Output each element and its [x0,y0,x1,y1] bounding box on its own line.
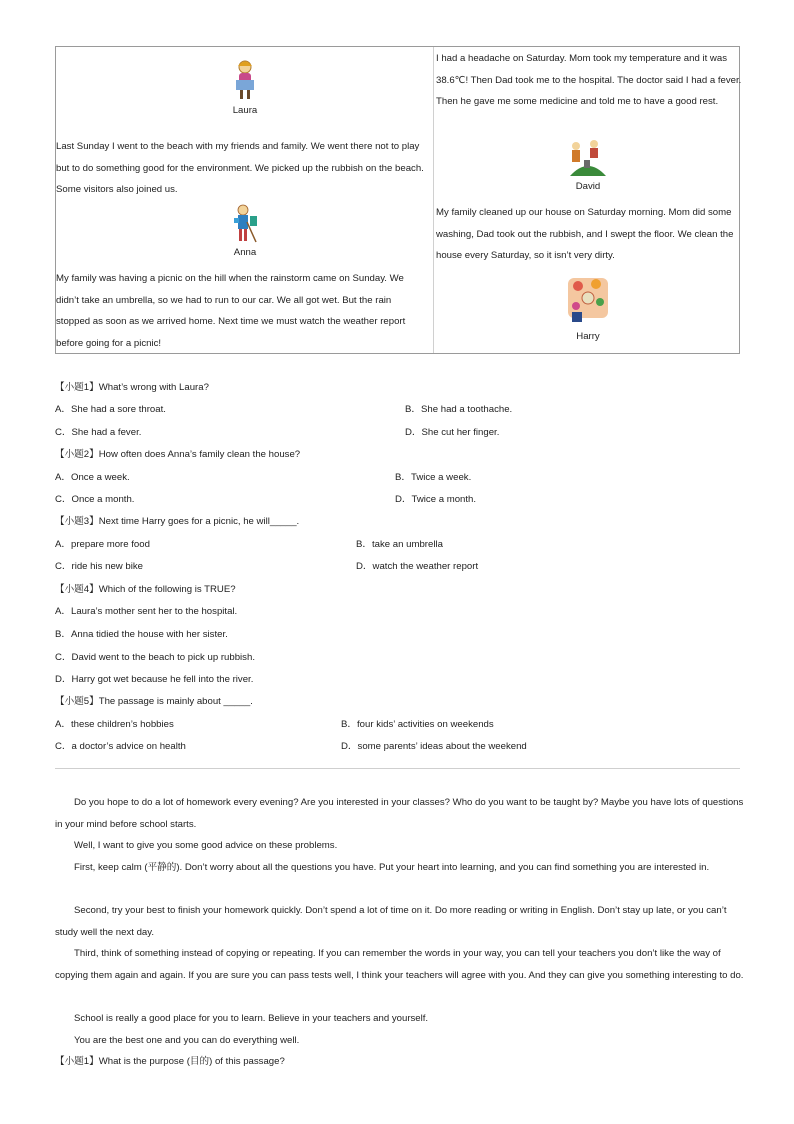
david-illustration [568,138,608,178]
q3-option-a[interactable]: A．prepare more food [55,539,150,550]
david-name: David [575,181,601,192]
david-text: Last Sunday I went to the beach with my friends and family. We went there not to play but to do something good for the environment. We picked up the rubbish on the beach. Some visitors also joined us. [56,141,424,196]
q4-option-b[interactable]: B．Anna tidied the house with her sister. [55,629,228,640]
passage2-paragraph: Second, try your best to finish your homework quickly. Don’t spend a lot of time on it. Do more reading or writing in English. Don’t stay up late, or you can’t study well the next day. [55,905,727,938]
q2-option-a[interactable]: A．Once a week. [55,472,130,483]
q1-option-b[interactable]: B．She had a toothache. [405,404,513,415]
q4-option-c[interactable]: C．David went to the beach to pick up rubbish. [55,652,255,663]
q3-option-b[interactable]: B．take an umbrella [356,539,443,550]
laura-illustration [232,58,258,102]
laura-name: Laura [232,105,258,116]
q5-option-d[interactable]: D．some parents’ ideas about the weekend [341,741,527,752]
q2-option-d[interactable]: D．Twice a month. [395,494,477,505]
anna-illustration [230,204,260,244]
passage2-paragraph: Do you hope to do a lot of homework every evening? Are you interested in your classes? Who do you want to be taught by? Maybe you have lots of questions in your mind before school starts. [55,797,744,830]
passage2-paragraph: Well, I want to give you some good advice on these problems. [74,840,338,851]
harry-name: Harry [576,331,600,342]
q3-option-d[interactable]: D．watch the weather report [356,561,479,572]
passage2-paragraph: First, keep calm (平静的). Don’t worry about all the questions you have. Put your heart into learning, and you can find something you are interested in. [74,862,710,873]
column-divider [433,47,434,353]
q1-stem: 【小题1】What’s wrong with Laura? [55,382,209,393]
passage2-question-stem: 【小题1】What is the purpose (目的) of this passage? [55,1056,285,1067]
q5-stem: 【小题5】The passage is mainly about _____. [55,696,253,707]
q2-stem: 【小题2】How often does Anna’s family clean the house? [55,449,301,460]
q2-option-b[interactable]: B．Twice a week. [395,472,472,483]
q1-option-d[interactable]: D．She cut her finger. [405,427,500,438]
q4-option-d[interactable]: D．Harry got wet because he fell into the river. [55,674,254,685]
anna-name: Anna [233,247,257,258]
q3-stem: 【小题3】Next time Harry goes for a picnic, he will_____. [55,516,300,527]
q5-option-b[interactable]: B．four kids’ activities on weekends [341,719,494,730]
q5-option-c[interactable]: C．a doctor’s advice on health [55,741,186,752]
harry-text: My family was having a picnic on the hill when the rainstorm came on Sunday. We didn’t take an umbrella, so we had to run to our car. We all got wet. But the rain stopped as soon as we arrived home. Next time we must watch the weather report before going for a picnic! [56,273,406,349]
q5-option-a[interactable]: A．these children’s hobbies [55,719,174,730]
passage2-paragraph: You are the best one and you can do everything well. [74,1035,300,1046]
q3-option-c[interactable]: C．ride his new bike [55,561,143,572]
laura-text: I had a headache on Saturday. Mom took my temperature and it was 38.6℃! Then Dad took me to the hospital. The doctor said I had a fever. Then he gave me some medicine and told me to have a good rest. [436,53,742,108]
harry-illustration [566,272,610,324]
section-divider [55,768,740,769]
passage2-paragraph: School is really a good place for you to learn. Believe in your teachers and yourself. [74,1013,429,1024]
q4-stem: 【小题4】Which of the following is TRUE? [55,584,236,595]
q1-option-c[interactable]: C．She had a fever. [55,427,142,438]
q2-option-c[interactable]: C．Once a month. [55,494,135,505]
anna-text: My family cleaned up our house on Saturday morning. Mom did some washing, Dad took out the rubbish, and I swept the floor. We clean the house every Saturday, so it isn’t very dirty. [436,207,734,262]
passage2-paragraph: Third, think of something instead of copying or repeating. If you can remember the words in your way, you can tell your teachers you don’t like the way of copying them again and again. If you are sure you can pass tests well, I think your teachers will agree with you. And they can give you something interesting to do. [55,948,744,981]
q4-option-a[interactable]: A．Laura’s mother sent her to the hospital. [55,606,238,617]
q1-option-a[interactable]: A．She had a sore throat. [55,404,166,415]
